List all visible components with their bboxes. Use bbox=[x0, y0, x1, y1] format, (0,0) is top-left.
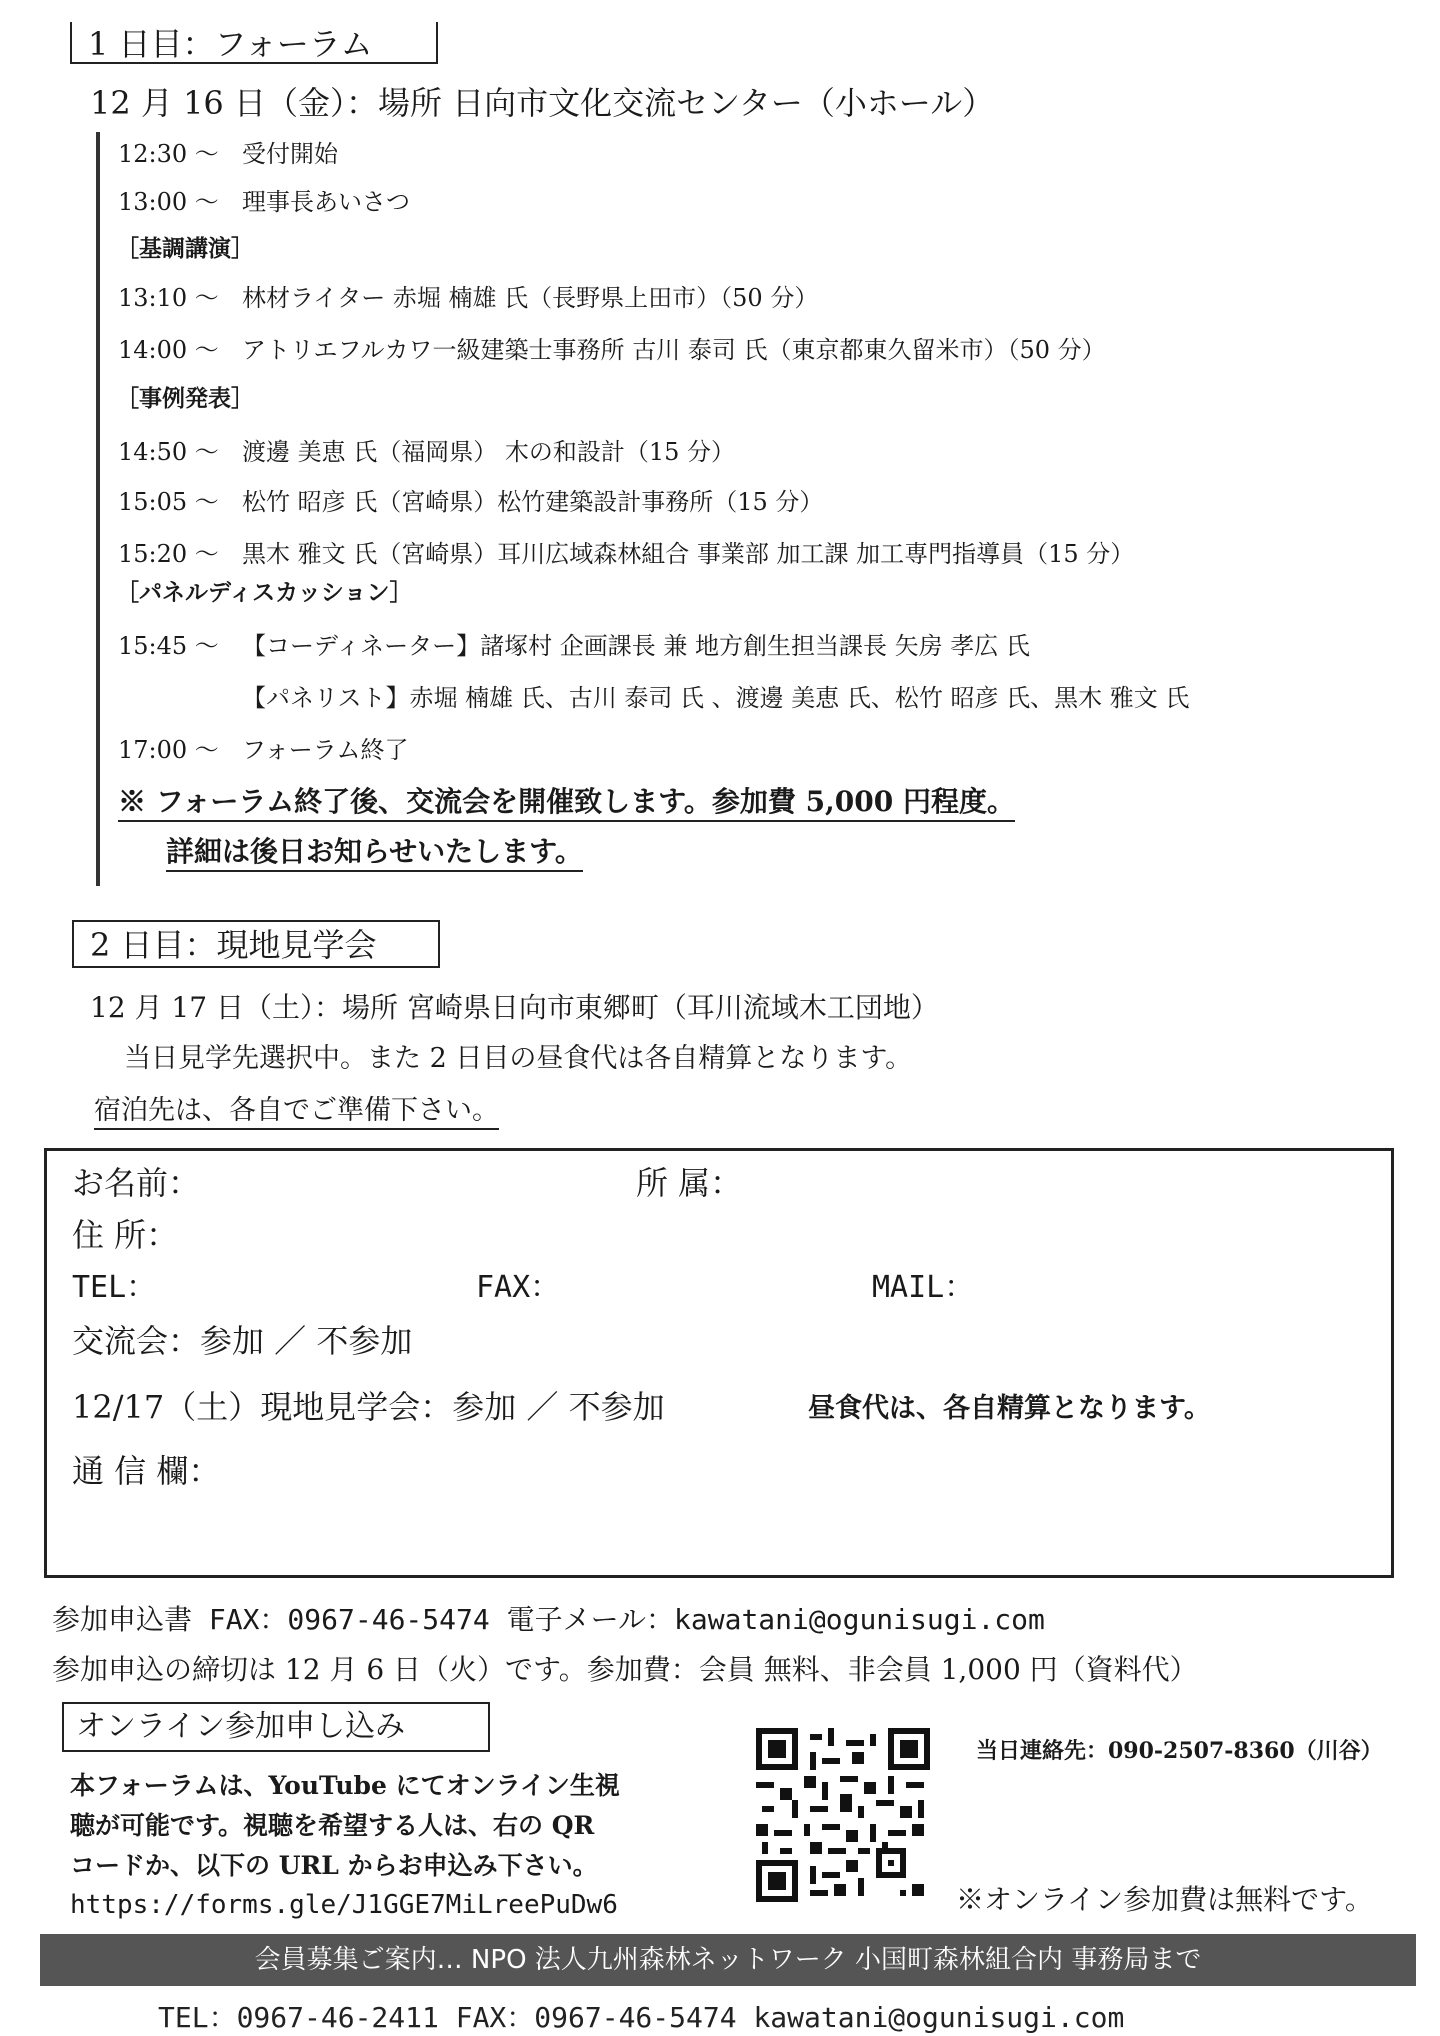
schedule-time: 15:05 〜 bbox=[118, 488, 219, 516]
membership-banner: 会員募集ご案内… NPO 法人九州森林ネットワーク 小国町森林組合内 事務局まで bbox=[40, 1934, 1416, 1986]
day2-header: 2 日目：現地見学会 bbox=[72, 920, 440, 968]
schedule-row bbox=[118, 730, 409, 765]
schedule-row bbox=[118, 182, 410, 217]
party-note-detail bbox=[166, 830, 583, 870]
application-contact: 参加申込書 FAX：0967-46-5474 電子メール：kawatani@ogunisugi.com bbox=[52, 1603, 1045, 1636]
affiliation-label[interactable]: 所 属： bbox=[636, 1164, 743, 1202]
schedule-time: 14:50 〜 bbox=[118, 438, 219, 466]
online-fee-note: ※オンライン参加費は無料です。 bbox=[956, 1883, 1373, 1916]
day1-date-venue: 12 月 16 日（金）：場所 日向市文化交流センター（小ホール） bbox=[90, 84, 995, 122]
schedule-row bbox=[118, 278, 818, 313]
fax-label[interactable]: FAX： bbox=[476, 1270, 561, 1305]
day1-header: 1 日目：フォーラム bbox=[70, 22, 438, 64]
keynote-heading: ［基調講演］ bbox=[116, 235, 254, 262]
online-text-3: コードか、以下の URL からお申込み下さい。 bbox=[70, 1851, 598, 1880]
comment-label[interactable]: 通 信 欄： bbox=[72, 1452, 221, 1490]
schedule-time: 14:00 〜 bbox=[118, 336, 219, 364]
panel-heading: ［パネルディスカッション］ bbox=[116, 579, 413, 606]
online-text-2: 聴が可能です。視聴を希望する人は、右の QR bbox=[70, 1811, 595, 1840]
schedule-text: 理事長あいさつ bbox=[242, 188, 410, 216]
schedule-row bbox=[118, 482, 823, 517]
registration-form bbox=[44, 1148, 1394, 1578]
schedule-time: 17:00 〜 bbox=[118, 736, 219, 764]
tour-attendance[interactable]: 12/17（土）現地見学会：参加 ／ 不参加 bbox=[72, 1388, 665, 1426]
schedule-text: 【コーディネーター】諸塚村 企画課長 兼 地方創生担当課長 矢房 孝広 氏 bbox=[242, 632, 1030, 660]
address-label[interactable]: 住 所： bbox=[72, 1216, 179, 1254]
deadline-fee: 参加申込の締切は 12 月 6 日（火）です。参加費：会員 無料、非会員 1,000 円（資料代） bbox=[52, 1653, 1198, 1686]
schedule-time: 15:20 〜 bbox=[118, 540, 219, 568]
schedule-row bbox=[118, 330, 1106, 365]
day-contact: 当日連絡先：090-2507-8360（川谷） bbox=[976, 1738, 1383, 1764]
day2-date-venue: 12 月 17 日（土）：場所 宮崎県日向市東郷町（耳川流域木工団地） bbox=[90, 991, 939, 1024]
online-text-1: 本フォーラムは、YouTube にてオンライン生視 bbox=[70, 1771, 620, 1800]
schedule-row bbox=[118, 626, 1030, 661]
schedule-bar bbox=[96, 132, 100, 886]
schedule-row bbox=[118, 432, 735, 467]
schedule-row bbox=[118, 534, 1134, 569]
mail-label[interactable]: MAIL： bbox=[872, 1270, 975, 1305]
schedule-time: 13:00 〜 bbox=[118, 188, 219, 216]
schedule-text: 【パネリスト】赤堀 楠雄 氏、古川 泰司 氏 、渡邊 美恵 氏、松竹 昭彦 氏、黒木 雅文 氏 bbox=[242, 684, 1190, 712]
online-header: オンライン参加申し込み bbox=[62, 1702, 490, 1752]
schedule-text: 受付開始 bbox=[242, 140, 338, 168]
tour-lunch-note: 昼食代は、各自精算となります。 bbox=[808, 1393, 1211, 1424]
schedule-time: 15:45 〜 bbox=[118, 632, 219, 660]
footer-contact: TEL：0967-46-2411 FAX：0967-46-5474 kawatani@ogunisugi.com bbox=[158, 2001, 1125, 2034]
day2-lodging-text: 宿泊先は、各自でご準備下さい。 bbox=[94, 1095, 499, 1130]
case-heading: ［事例発表］ bbox=[116, 385, 254, 412]
party-note bbox=[118, 780, 1015, 820]
schedule-row bbox=[118, 678, 1189, 713]
party-note-line1: ※ フォーラム終了後、交流会を開催致します。参加費 5,000 円程度。 bbox=[118, 785, 1015, 822]
schedule-row bbox=[118, 134, 338, 169]
qr-code-icon[interactable] bbox=[756, 1728, 930, 1902]
schedule-text: 渡邊 美恵 氏（福岡県） 木の和設計（15 分） bbox=[242, 438, 736, 466]
schedule-text: 林材ライター 赤堀 楠雄 氏（長野県上田市）（50 分） bbox=[242, 284, 819, 312]
name-label[interactable]: お名前： bbox=[72, 1164, 201, 1202]
schedule-text: アトリエフルカワ一級建築士事務所 古川 泰司 氏（東京都東久留米市）（50 分） bbox=[242, 336, 1106, 364]
party-note-line2: 詳細は後日お知らせいたします。 bbox=[166, 835, 583, 872]
schedule-text: フォーラム終了 bbox=[242, 736, 409, 764]
schedule-text: 黒木 雅文 氏（宮崎県）耳川広域森林組合 事業部 加工課 加工専門指導員（15 分） bbox=[242, 540, 1135, 568]
tel-label[interactable]: TEL： bbox=[72, 1270, 157, 1305]
schedule-time: 13:10 〜 bbox=[118, 284, 219, 312]
online-url[interactable]: https://forms.gle/J1GGE7MiLreePuDw6 bbox=[70, 1890, 618, 1920]
schedule-time: 12:30 〜 bbox=[118, 140, 219, 168]
party-attendance[interactable]: 交流会：参加 ／ 不参加 bbox=[72, 1322, 413, 1360]
schedule-text: 松竹 昭彦 氏（宮崎県）松竹建築設計事務所（15 分） bbox=[242, 488, 824, 516]
day2-info: 当日見学先選択中。また 2 日目の昼食代は各自精算となります。 bbox=[124, 1043, 913, 1074]
day2-lodging bbox=[94, 1088, 499, 1127]
